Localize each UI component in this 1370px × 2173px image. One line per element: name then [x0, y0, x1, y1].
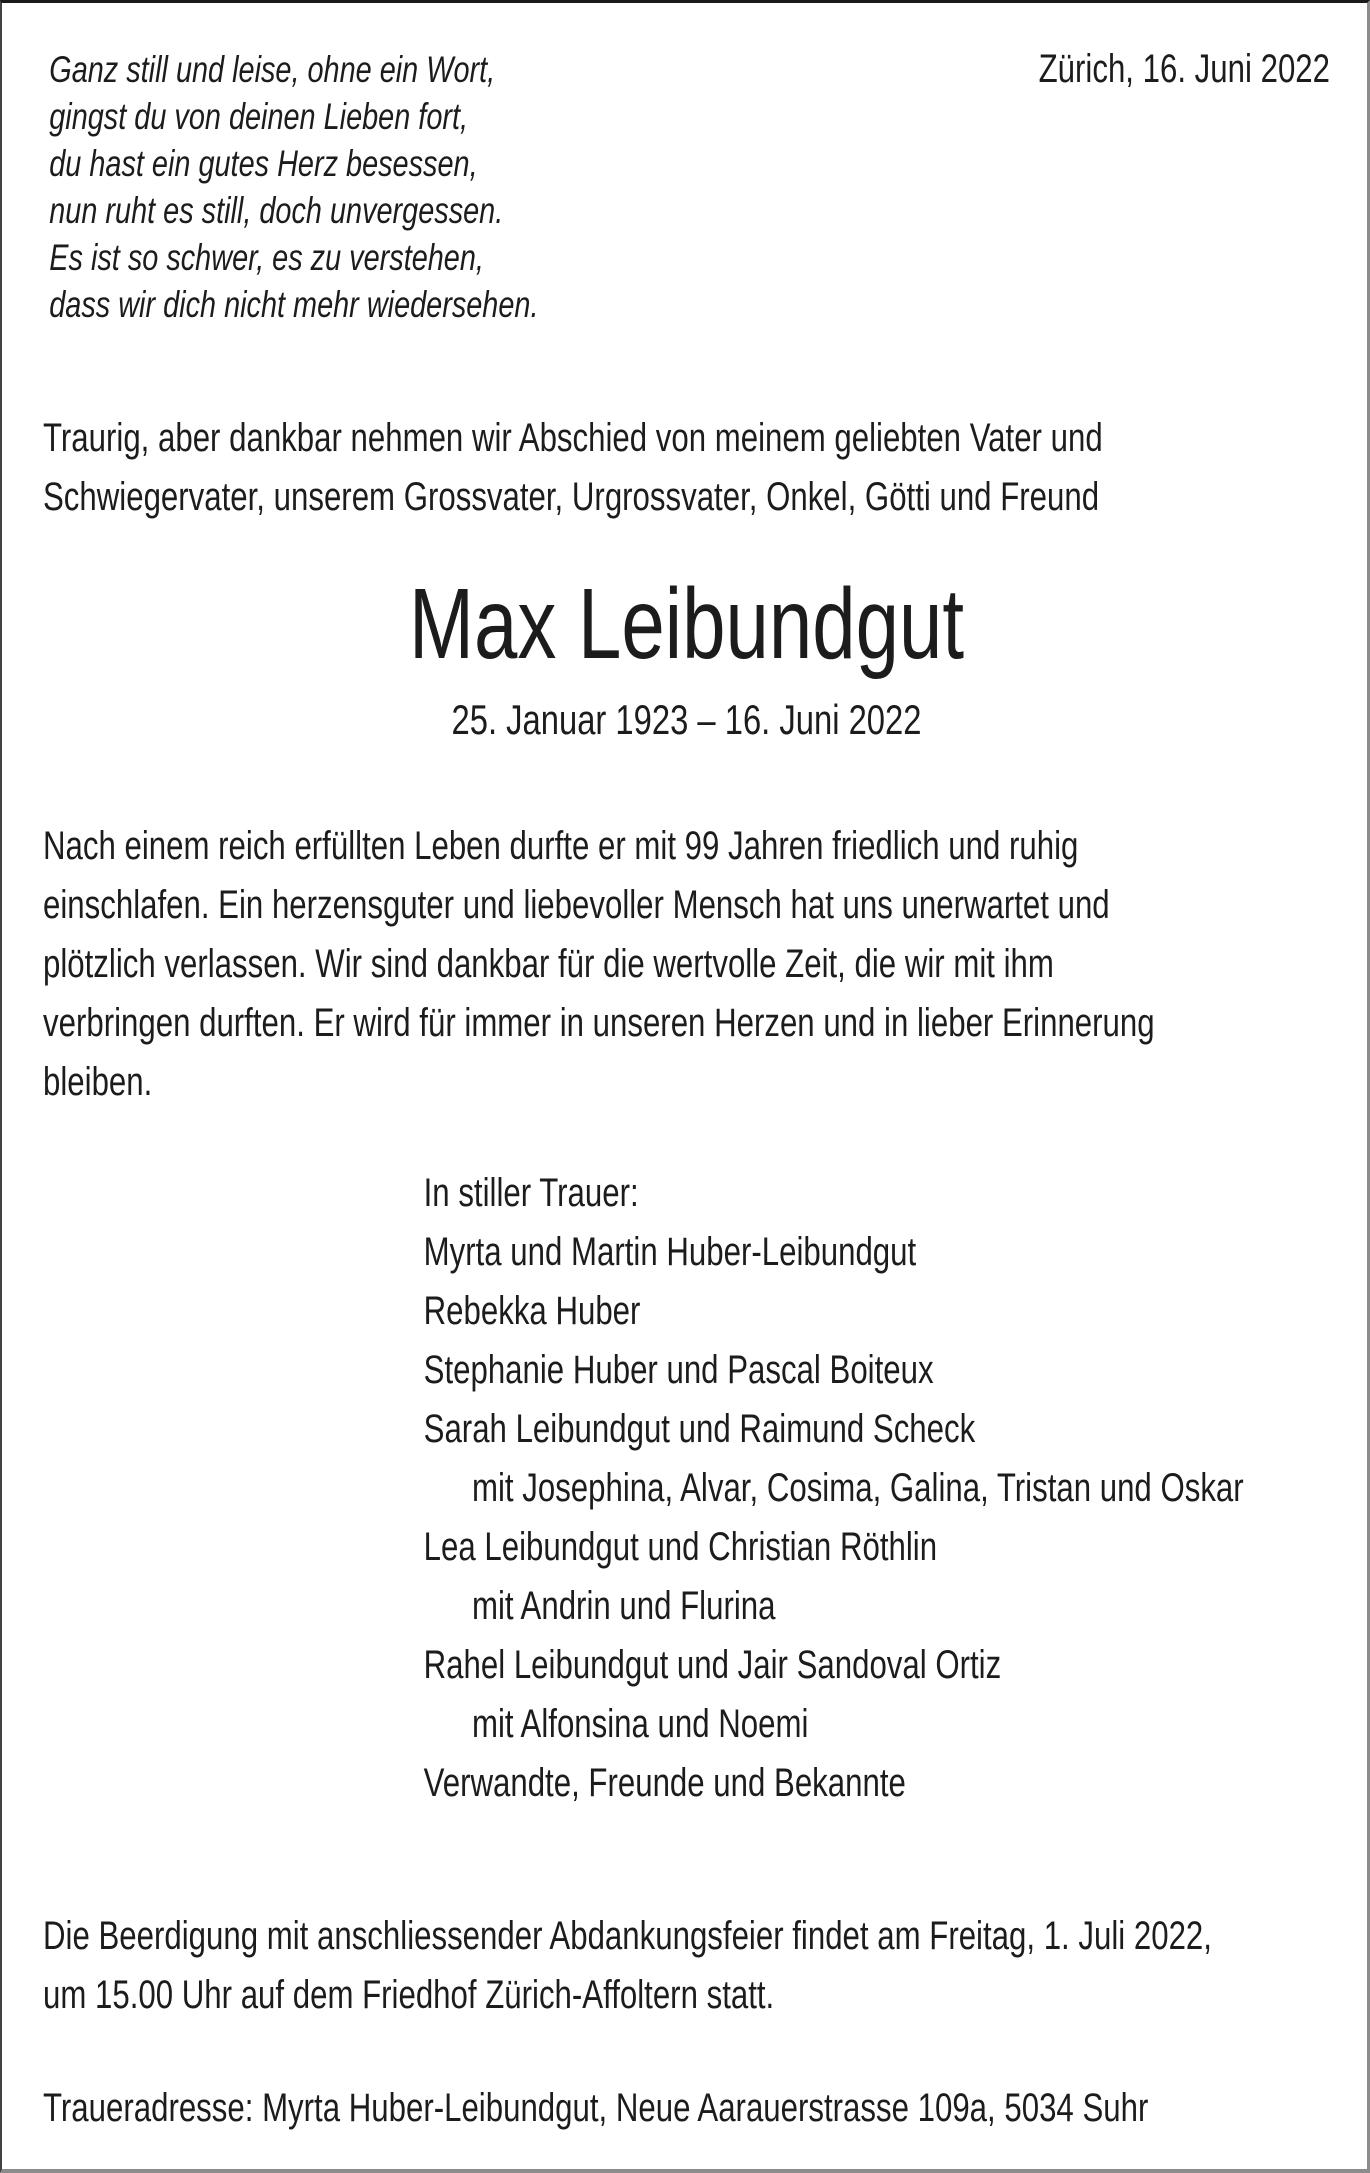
- poem-line: Es ist so schwer, es zu verstehen,: [49, 237, 484, 278]
- mourners-list: [43, 1164, 1330, 1813]
- poem-line: gingst du von deinen Lieben fort,: [49, 96, 469, 137]
- mourning-address: Traueradresse: Myrta Huber-Leibundgut, Neue Aarauerstrasse 109a, 5034 Suhr: [43, 2086, 1149, 2130]
- mourner-entry: Stephanie Huber und Pascal Boiteux: [423, 1348, 934, 1392]
- mourner-entry-grandchildren: mit Alfonsina und Noemi: [471, 1702, 809, 1746]
- poem-line: dass wir dich nicht mehr wiedersehen.: [49, 284, 539, 325]
- obituary-line: Nach einem reich erfüllten Leben durfte er mit 99 Jahren friedlich und ruhig: [43, 824, 1079, 868]
- intro-line: Traurig, aber dankbar nehmen wir Abschied von meinem geliebten Vater und: [43, 416, 1103, 460]
- mourners-heading: In stiller Trauer:: [423, 1171, 639, 1215]
- mourner-entry-grandchildren: mit Josephina, Alvar, Cosima, Galina, Tristan und Oskar: [471, 1466, 1244, 1510]
- mourner-entry-grandchildren: mit Andrin und Flurina: [471, 1584, 776, 1628]
- life-dates: 25. Januar 1923 – 16. Juni 2022: [451, 696, 922, 743]
- obituary-line: bleiben.: [43, 1060, 153, 1104]
- notice-header: [43, 46, 1330, 328]
- funeral-info: [43, 1907, 1330, 2025]
- poem-line: nun ruht es still, doch unvergessen.: [49, 190, 504, 231]
- poem-line: du hast ein gutes Herz besessen,: [49, 143, 478, 184]
- mourner-entry: Lea Leibundgut und Christian Röthlin: [423, 1525, 938, 1569]
- obituary-line: plötzlich verlassen. Wir sind dankbar für die wertvolle Zeit, die wir mit ihm: [43, 942, 1054, 986]
- obituary-paragraph: [43, 817, 1330, 1112]
- mourner-entry: Sarah Leibundgut und Raimund Scheck: [423, 1407, 976, 1451]
- funeral-line: Die Beerdigung mit anschliessender Abdankungsfeier findet am Freitag, 1. Juli 2022,: [43, 1914, 1212, 1958]
- mourner-entry: Myrta und Martin Huber-Leibundgut: [423, 1230, 917, 1274]
- place-date-line: Zürich, 16. Juni 2022: [1038, 47, 1330, 91]
- mourner-entry: Rahel Leibundgut und Jair Sandoval Ortiz: [423, 1643, 1002, 1687]
- mourner-entry: Rebekka Huber: [423, 1289, 641, 1333]
- intro-line: Schwiegervater, unserem Grossvater, Urgrossvater, Onkel, Götti und Freund: [43, 475, 1100, 519]
- obituary-line: einschlafen. Ein herzensguter und liebevoller Mensch hat uns unerwartet und: [43, 883, 1110, 927]
- obituary-line: verbringen durften. Er wird für immer in unseren Herzen und in lieber Erinnerung: [43, 1001, 1155, 1045]
- poem-line: Ganz still und leise, ohne ein Wort,: [49, 49, 496, 90]
- deceased-name: Max Leibundgut: [408, 568, 965, 680]
- notice-content: [43, 46, 1330, 2138]
- intro-paragraph: [43, 409, 1330, 527]
- mourner-entry: Verwandte, Freunde und Bekannte: [423, 1761, 906, 1805]
- funeral-line: um 15.00 Uhr auf dem Friedhof Zürich-Affoltern statt.: [43, 1973, 775, 2017]
- memorial-poem: [43, 46, 538, 328]
